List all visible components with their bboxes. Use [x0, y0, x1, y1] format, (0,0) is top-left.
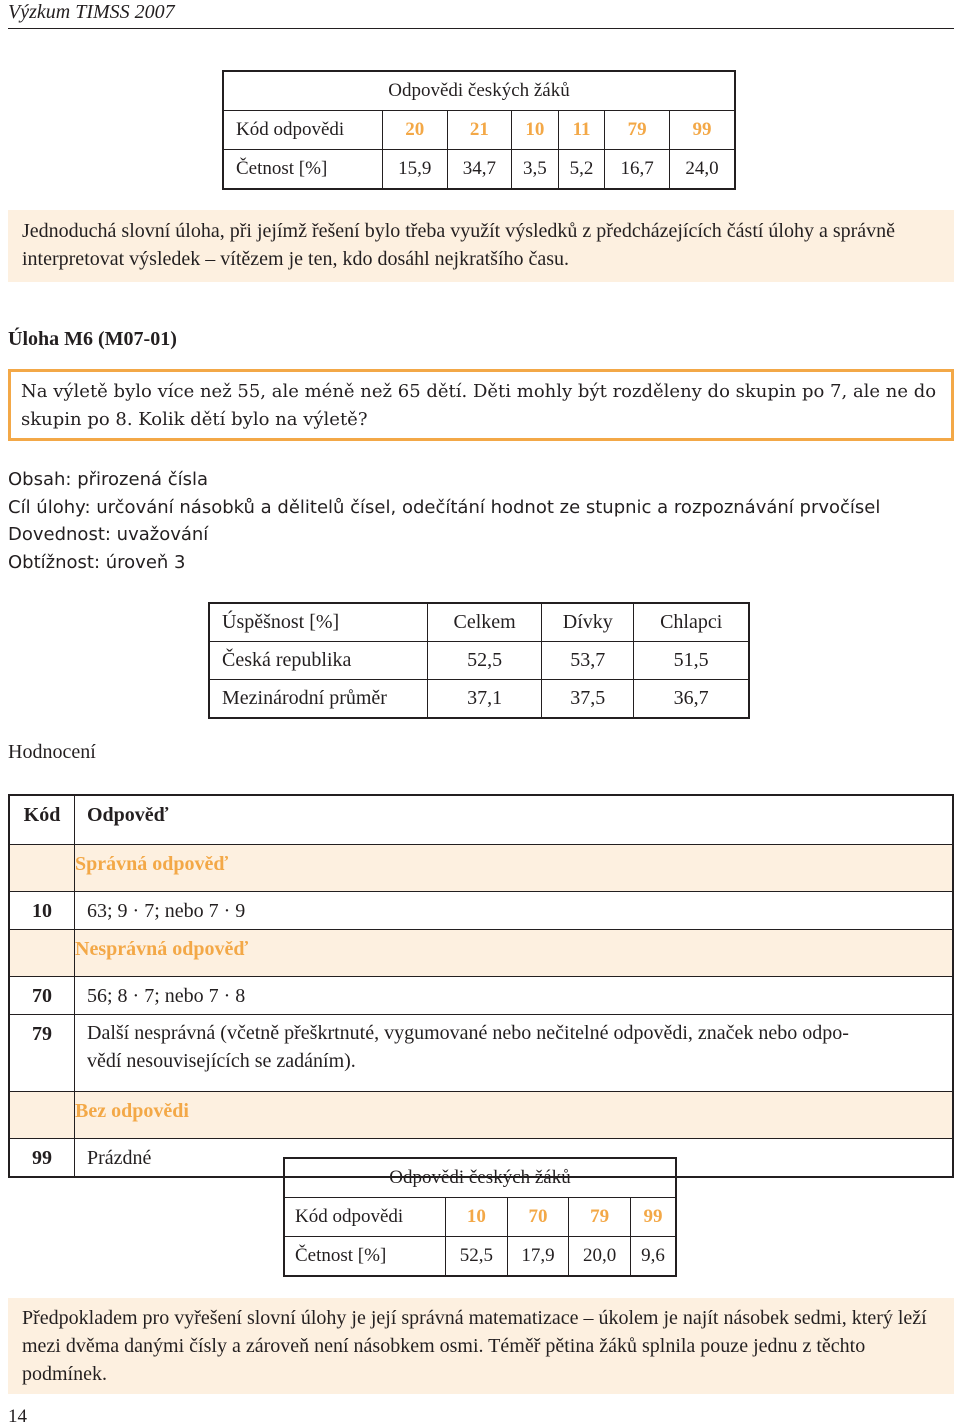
- code-cell: 21: [447, 111, 512, 150]
- category-code-empty: [9, 1092, 75, 1139]
- page-number: 14: [8, 1406, 27, 1427]
- value-cell: 37,1: [428, 680, 542, 719]
- running-header: Výzkum TIMSS 2007: [8, 1, 175, 23]
- evaluation-heading: Hodnocení: [8, 741, 96, 763]
- code-cell: 79: [605, 111, 670, 150]
- code-cell: 99: [631, 1198, 676, 1237]
- column-header: Úspěšnost [%]: [209, 603, 428, 642]
- column-header: Celkem: [428, 603, 542, 642]
- code-cell: 10: [446, 1198, 508, 1237]
- code-79: 79: [9, 1015, 75, 1092]
- value-cell: 36,7: [634, 680, 749, 719]
- code-cell: 20: [383, 111, 448, 150]
- table-caption: Odpovědi českých žáků: [284, 1158, 676, 1198]
- frequency-cell: 5,2: [558, 150, 605, 190]
- row-label: Mezinárodní průměr: [209, 680, 428, 719]
- frequency-cell: 17,9: [507, 1237, 569, 1277]
- category-incorrect: Nesprávná odpověď: [75, 930, 954, 977]
- answer-79-line2: vědí nesouvisejících se zadáním).: [87, 1050, 356, 1072]
- task-heading: Úloha M6 (M07-01): [8, 328, 177, 350]
- answer-header: Odpověď: [75, 795, 954, 845]
- value-cell: 52,5: [428, 642, 542, 680]
- code-cell: 10: [512, 111, 559, 150]
- row-label: Česká republika: [209, 642, 428, 680]
- row-label-frequency: Četnost [%]: [284, 1237, 446, 1277]
- value-cell: 53,7: [542, 642, 634, 680]
- value-cell: 37,5: [542, 680, 634, 719]
- value-cell: 51,5: [634, 642, 749, 680]
- frequency-cell: 3,5: [512, 150, 559, 190]
- content-line: Obsah: přirozená čísla: [8, 469, 209, 490]
- commentary-note: Jednoduchá slovní úloha, při jejímž řešení bylo třeba využít výsledků z předcházejících částí úlohy a správně interpretovat výsledek – vítězem je ten, kdo dosáhl nejkratšího času.: [8, 210, 954, 282]
- row-label-frequency: Četnost [%]: [223, 150, 383, 190]
- table-caption: Odpovědi českých žáků: [223, 71, 735, 111]
- row-label-code: Kód odpovědi: [223, 111, 383, 150]
- answer-99: Prázdné: [75, 1139, 954, 1177]
- answer-79-line1: Další nesprávná (včetně přeškrtnuté, vygumované nebo nečitelné odpovědi, značek nebo odpo-: [87, 1022, 849, 1044]
- header-rule: [8, 28, 954, 29]
- frequency-cell: 15,9: [383, 150, 448, 190]
- frequency-cell: 34,7: [447, 150, 512, 190]
- task-text-box: Na výletě bylo více než 55, ale méně než 65 dětí. Děti mohly být rozděleny do skupin po 7, ale ne do skupin po 8. Kolik dětí bylo na výletě?: [8, 369, 954, 441]
- category-code-empty: [9, 930, 75, 977]
- column-header: Chlapci: [634, 603, 749, 642]
- code-header: Kód: [9, 795, 75, 845]
- answer-10: 63; 9 · 7; nebo 7 · 9: [75, 892, 954, 930]
- response-frequency-table-bottom: [283, 1157, 677, 1277]
- goal-line: Cíl úlohy: určování násobků a dělitelů čísel, odečítání hodnot ze stupnic a rozpoznávání prvočísel: [8, 496, 881, 518]
- answer-70: 56; 8 · 7; nebo 7 · 8: [75, 977, 954, 1015]
- code-cell: 99: [669, 111, 735, 150]
- task-metadata: [8, 466, 880, 576]
- frequency-cell: 9,6: [631, 1237, 676, 1277]
- column-header: Dívky: [542, 603, 634, 642]
- code-70: 70: [9, 977, 75, 1015]
- answer-79: [75, 1015, 954, 1092]
- skill-line: Dovednost: uvažování: [8, 524, 209, 545]
- category-correct: Správná odpověď: [75, 845, 954, 892]
- frequency-cell: 20,0: [569, 1237, 631, 1277]
- category-no-answer: Bez odpovědi: [75, 1092, 954, 1139]
- coding-guide-table: [8, 794, 954, 1178]
- commentary-note: Předpokladem pro vyřešení slovní úlohy je její správná matematizace – úkolem je najít násobek sedmi, který leží mezi dvěma danými čísly a zároveň není násobkem osmi. Téměř pětina žáků splnila pouze jednu z těchto podmínek.: [8, 1298, 954, 1394]
- code-10: 10: [9, 892, 75, 930]
- row-label-code: Kód odpovědi: [284, 1198, 446, 1237]
- success-rate-table: [208, 602, 750, 719]
- code-cell: 79: [569, 1198, 631, 1237]
- frequency-cell: 24,0: [669, 150, 735, 190]
- category-code-empty: [9, 845, 75, 892]
- code-cell: 11: [558, 111, 605, 150]
- code-cell: 70: [507, 1198, 569, 1237]
- code-99: 99: [9, 1139, 75, 1177]
- response-frequency-table-top: [222, 70, 736, 190]
- difficulty-line: Obtížnost: úroveň 3: [8, 551, 186, 573]
- frequency-cell: 52,5: [446, 1237, 508, 1277]
- frequency-cell: 16,7: [605, 150, 670, 190]
